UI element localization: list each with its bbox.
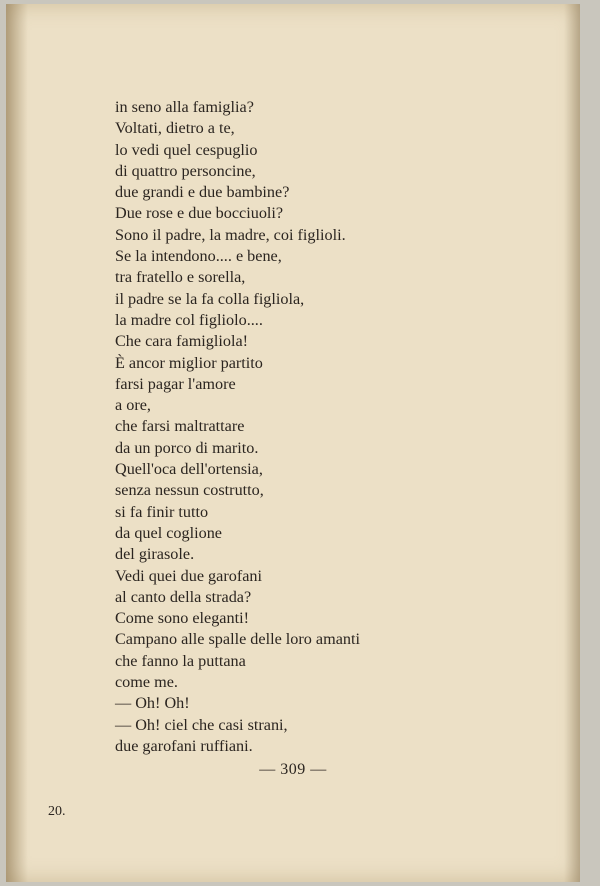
poem-line: la madre col figliolo....	[115, 310, 263, 329]
poem-line: Come sono eleganti!	[115, 609, 249, 628]
poem-line: tra fratello e sorella,	[115, 268, 246, 287]
poem-line: in seno alla famiglia?	[115, 98, 254, 116]
poem-line: come me.	[115, 673, 178, 692]
poem-line: il padre se la fa colla figliola,	[115, 289, 305, 308]
page-number: — 309 —	[259, 761, 327, 778]
poem-line: due garofani ruffiani.	[115, 736, 253, 755]
poem-line: — Oh! ciel che casi strani,	[115, 715, 288, 734]
poem-line: Campano alle spalle delle loro amanti	[115, 630, 360, 649]
poem-line: del girasole.	[115, 545, 195, 564]
poem-line: Sono il padre, la madre, coi figlioli.	[115, 225, 346, 244]
poem-line: di quattro personcine,	[115, 161, 256, 180]
page-spine-shadow	[6, 4, 28, 882]
poem-line: Che cara famigliola!	[115, 332, 249, 351]
poem-line: Vedi quei due garofani	[115, 566, 262, 585]
poem-line: Due rose e due bocciuoli?	[115, 204, 284, 223]
poem-line: — Oh! Oh!	[115, 694, 190, 713]
poem-line: Se la intendono.... e bene,	[115, 247, 282, 266]
poem-line: lo vedi quel cespuglio	[115, 140, 258, 159]
poem-line: a ore,	[115, 396, 151, 415]
poem-line: da quel coglione	[115, 523, 222, 542]
signature-mark: 20.	[48, 804, 66, 819]
poem-line: da un porco di marito.	[115, 438, 259, 457]
book-page	[6, 4, 580, 882]
poem-line: Voltati, dietro a te,	[115, 119, 235, 138]
poem-line: si fa finir tutto	[115, 502, 209, 521]
poem-line: senza nessun costrutto,	[115, 481, 264, 500]
page-edge-shadow	[564, 4, 580, 882]
poem-line: che fanno la puttana	[115, 651, 246, 670]
poem-line: al canto della strada?	[115, 587, 252, 606]
poem-line: Quell'oca dell'ortensia,	[115, 460, 263, 479]
poem-line: che farsi maltrattare	[115, 417, 245, 436]
poem-text	[115, 97, 415, 757]
poem-line: farsi pagar l'amore	[115, 374, 236, 393]
poem-line: due grandi e due bambine?	[115, 183, 290, 202]
poem-line: È ancor miglior partito	[115, 353, 263, 372]
